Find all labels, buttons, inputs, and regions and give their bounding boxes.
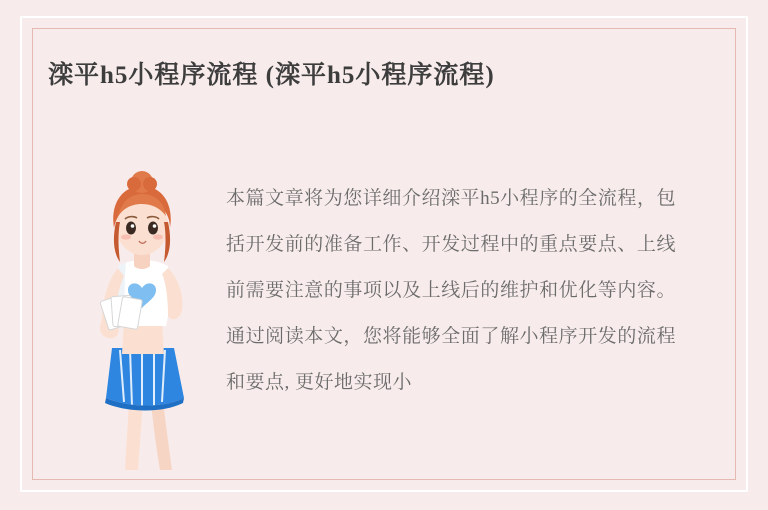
content-area [48, 160, 724, 466]
page-title: 滦平h5小程序流程 (滦平h5小程序流程) [48, 62, 495, 89]
anime-girl-illustration [68, 170, 218, 480]
article-body: 本篇文章将为您详细介绍滦平h5小程序的全流程，包括开发前的准备工作、开发过程中的重点要点、上线前需要注意的事项以及上线后的维护和优化等内容。通过阅读本文，您将能够全面了解小程序开发的流程和要点, 更好地实现小 [226, 188, 676, 393]
